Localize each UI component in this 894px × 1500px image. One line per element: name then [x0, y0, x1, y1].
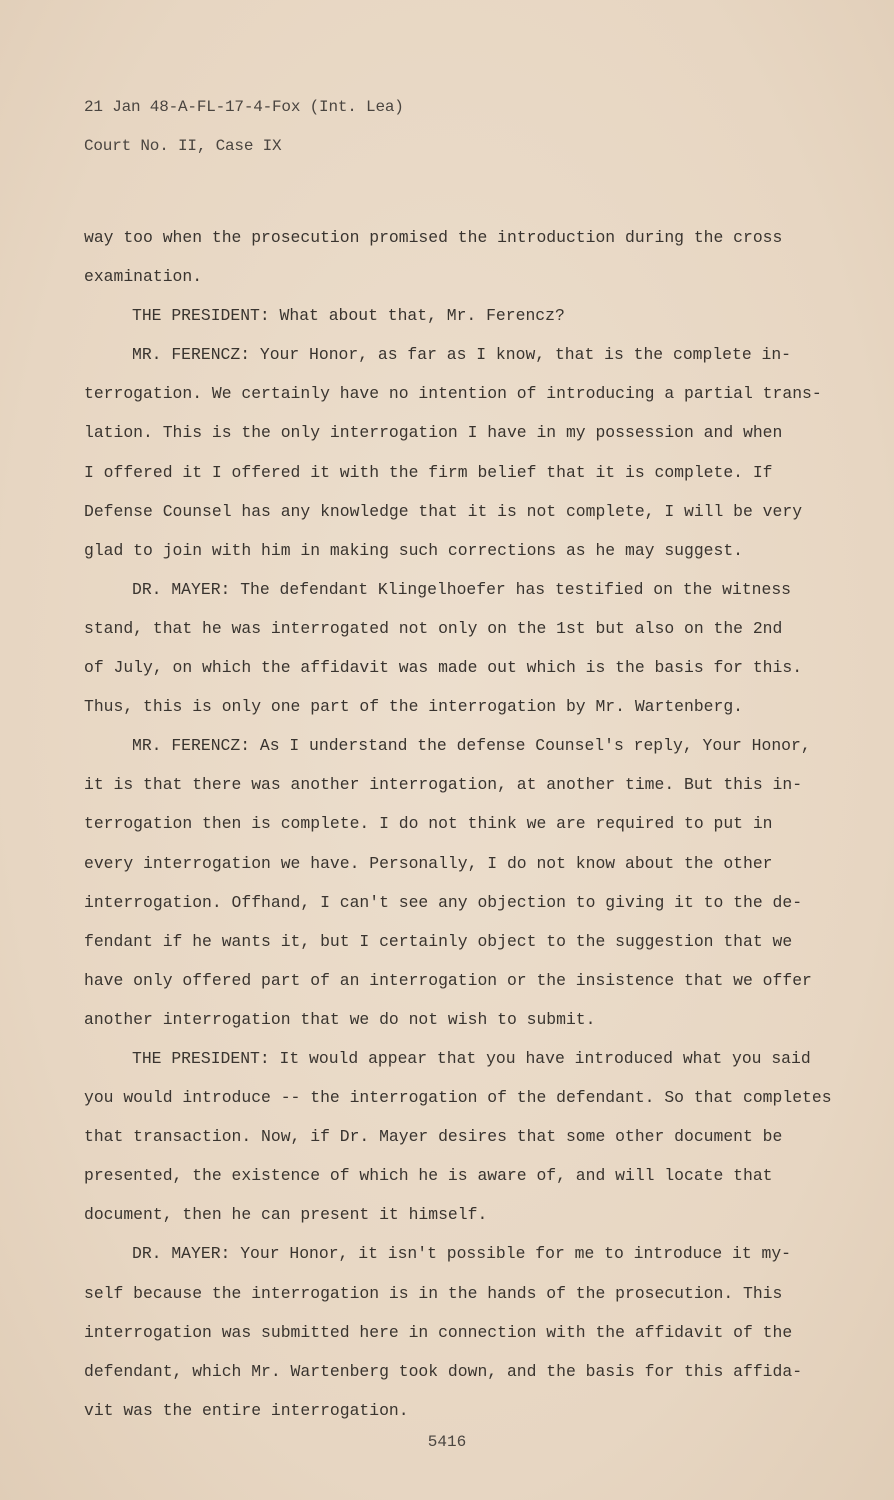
document-header — [84, 88, 404, 166]
transcript-line: Defense Counsel has any knowledge that it is not complete, I will be very — [84, 501, 803, 521]
transcript-line: vit was the entire interrogation. — [84, 1400, 409, 1420]
transcript-line: interrogation. Offhand, I can't see any objection to giving it to the de- — [84, 892, 803, 912]
transcript-line: it is that there was another interrogation, at another time. But this in- — [84, 775, 803, 795]
transcript-line: MR. FERENCZ: As I understand the defense Counsel's reply, Your Honor, — [132, 736, 811, 756]
transcript-line: DR. MAYER: Your Honor, it isn't possible for me to introduce it my- — [132, 1244, 792, 1264]
transcript-line: another interrogation that we do not wish to submit. — [84, 1009, 596, 1029]
transcript-line: document, then he can present it himself. — [84, 1205, 488, 1225]
transcript-line: terrogation then is complete. I do not think we are required to put in — [84, 814, 773, 834]
transcript-line: you would introduce -- the interrogation of the defendant. So that completes — [84, 1088, 832, 1108]
transcript-line: I offered it I offered it with the firm belief that it is complete. If — [84, 462, 773, 482]
transcript-line: defendant, which Mr. Wartenberg took down, and the basis for this affida- — [84, 1361, 803, 1381]
transcript-line: way too when the prosecution promised the introduction during the cross — [84, 228, 783, 247]
transcript-line: stand, that he was interrogated not only on the 1st but also on the 2nd — [84, 618, 783, 638]
transcript-line: Thus, this is only one part of the interrogation by Mr. Wartenberg. — [84, 697, 744, 717]
transcript-line: interrogation was submitted here in connection with the affidavit of the — [84, 1322, 793, 1342]
transcript-line: THE PRESIDENT: It would appear that you have introduced what you said — [132, 1048, 811, 1068]
header-court-line: Court No. II, Case IX — [84, 137, 282, 155]
transcript-line: THE PRESIDENT: What about that, Mr. Ferencz? — [132, 306, 565, 326]
transcript-line: have only offered part of an interrogation or the insistence that we offer — [84, 970, 812, 990]
transcript-line: self because the interrogation is in the hands of the prosecution. This — [84, 1283, 783, 1303]
transcript-line: that transaction. Now, if Dr. Mayer desires that some other document be — [84, 1127, 783, 1147]
transcript-line: glad to join with him in making such corrections as he may suggest. — [84, 540, 744, 560]
page-number: 5416 — [427, 1433, 467, 1451]
transcript-line: lation. This is the only interrogation I have in my possession and when — [84, 423, 783, 443]
transcript-line: terrogation. We certainly have no intention of introducing a partial trans- — [84, 384, 822, 404]
header-reference-line: 21 Jan 48-A-FL-17-4-Fox (Int. Lea) — [84, 98, 404, 116]
transcript-line: fendant if he wants it, but I certainly object to the suggestion that we — [84, 931, 793, 951]
transcript-line: MR. FERENCZ: Your Honor, as far as I know, that is the complete in- — [132, 345, 792, 365]
transcript-line: DR. MAYER: The defendant Klingelhoefer has testified on the witness — [132, 579, 792, 599]
transcript-line: of July, on which the affidavit was made out which is the basis for this. — [84, 658, 803, 678]
transcript-line: every interrogation we have. Personally, I do not know about the other — [84, 853, 773, 873]
transcript-line: presented, the existence of which he is aware of, and will locate that — [84, 1166, 773, 1186]
transcript-body — [84, 218, 832, 1430]
transcript-line: examination. — [84, 267, 203, 287]
